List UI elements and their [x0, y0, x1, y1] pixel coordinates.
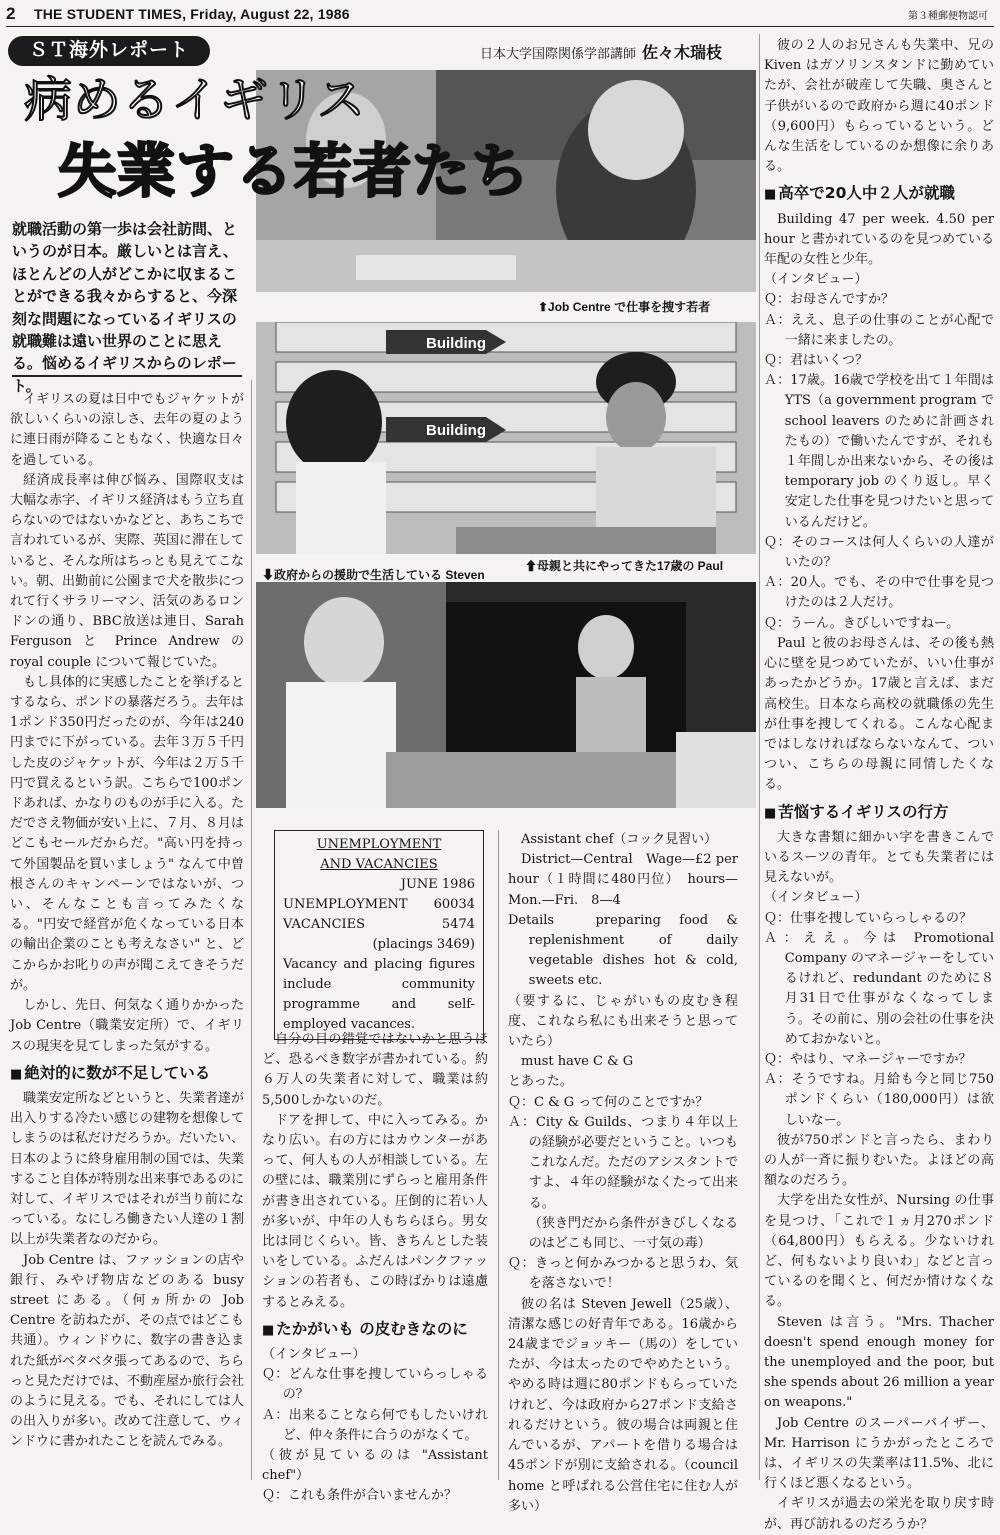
- col4-paragraph-5: 彼が750ポンドと言ったら、まわりの人が一斉に振りむいた。よほどの高額なのだろう。: [764, 1132, 994, 1189]
- stats-date: JUNE 1986: [400, 877, 475, 892]
- col4-question-1: Ｑ：お母さんですか？: [764, 292, 895, 308]
- col4-paragraph-6: 大学を出た女性が、Nursing の仕事を見つけ、「これで１ヵ月270ポンド（64,800円）もらえる。少ないけれど、何もないより良いわ」などと言っているのを聞くと、何だか情けなくなる。: [764, 1193, 994, 1310]
- col4-answer-2: Ａ：17歳。16歳で学校を出て１年間は YTS（a government program で school leavers のために計画されたもの）で働いたんですが、それも１年間しか出来ないから、その後は temporary job のくり返し。早く安定した仕事を見つけたいと思っているんだけど。: [764, 373, 994, 530]
- col1-paragraph-1: イギリスの夏は日中でもジャケットが欲しいくらいの涼しさ、去年の夏のように連日雨が降ることもなく、快適な日々を過している。: [10, 392, 244, 468]
- col4-paragraph-9: イギリスが過去の栄光を取り戻す時が、再び訪れるのだろうか？: [764, 1496, 994, 1532]
- subheading-1: ■ 絶対的に数が不足している: [10, 1063, 244, 1085]
- col4-question-3: Ｑ：そのコースは何人くらいの人達がいたの？: [764, 534, 994, 571]
- job-conditions: District—Central Wage—£2 per hour（１時間に480円位） hours—Mon.—Fri. 8—4: [508, 852, 738, 908]
- stats-unemployment-row: [283, 895, 475, 915]
- job-title: Assistant chef（コック見習い）: [521, 832, 718, 847]
- vacancies-value: 5474: [441, 917, 475, 932]
- job-details-text: preparing food & replenishment of daily vegetable dishes hot & cold, sweets etc.: [528, 912, 738, 989]
- col2-interview-label: （インタビュー）: [262, 1347, 366, 1363]
- col4-paragraph-1: 彼の２人のお兄さんも失業中、兄の Kiven はガソリンスタンドに勤めていたが、会社が破産して失職、奥さんと子供がいるので政府から週に40ポンド（9,600円）もらっているという。どんな生活をしているのか想像に余りある。: [764, 38, 994, 175]
- col2-paragraph-1: 自分の目の錯覚ではないかと思うほど、恐るべき数字が書かれている。約６万人の失業者に対して、職業は約5,500しかないのだ。: [262, 1032, 488, 1108]
- col4-answer-6: Ａ：そうですね。月給も今と同じ750ポンドくらい（180,000円）は欲しいなー。: [764, 1072, 994, 1128]
- header-rule: [6, 26, 994, 27]
- col4-paragraph-3: Paul と彼のお母さんは、その後も熱心に壁を見つめていたが、いい仕事があったかどうか。17歳と言えば、まだ高校生。日本なら高校の就職係の先生が仕事を捜してくれる。こんな心配まではしなければならないなんて、ついつい、こちらの母親に同情したくなる。: [764, 635, 994, 793]
- headline-sub: 失業する若者たち: [58, 137, 531, 205]
- stats-box: [274, 830, 484, 1040]
- subheading-2: ■ たかがいも の皮むきなのに: [262, 1319, 488, 1341]
- stats-placings: (placings 3469): [372, 937, 475, 952]
- col3-question-1: Ｑ：C & G って何のことですか？: [508, 1094, 709, 1110]
- unemployment-label: UNEMPLOYMENT: [283, 897, 408, 912]
- job-details-label: Details: [508, 912, 555, 928]
- col1-paragraph-4: しかし、先日、何気なく通りかかった Job Centre（職業安定所）で、イギリスの現実を見てしまった気がする。: [10, 998, 245, 1054]
- col4-answer-3: Ａ：20人。でも、その中で仕事を見つけたのは２人だけ。: [764, 575, 994, 611]
- column-2: [262, 1030, 488, 1507]
- stats-title-2: AND VACANCIES: [320, 857, 438, 872]
- sign-building-1: Building: [426, 335, 486, 352]
- col4-answer-1: Ａ：ええ、息子の仕事のことが心配で一緒に来ましたの。: [764, 312, 994, 348]
- col1-paragraph-2: 経済成長率は伸び悩み、国際収支は大幅な赤字、イギリス経済はもう立ち直らないのではないかなどと、あちこちで言われているが、実際、英国に滞在していると、そんな所はちっとも見えてこない。朝、出勤前に公園まで犬を散歩につれて行くサラリーマン、活気のあるロンドンの通り、BBC放送は連日、Sarah Ferguson と Prince Andrew の royal couple について報じていた。: [10, 472, 245, 670]
- stats-note: Vacancy and placing figures include community programme and self-employed vacances.: [283, 957, 475, 1032]
- photo-steven: [256, 582, 756, 808]
- col3-answer-1-note: （狭き門だから条件がきびしくなるのはどこも同じ、一寸気の毒）: [528, 1215, 738, 1252]
- col3-paragraph-1: （要するに、じゃがいもの皮むき程度、これなら私にも出来そうと思っていたら）: [508, 993, 738, 1050]
- col4-paragraph-8: Job Centre のスーパーバイザー、Mr. Harrison にうかがったところでは、イギリスの失業率は11.5%、北に行くほど悪くなるという。: [764, 1415, 994, 1492]
- sign-building-2: Building: [426, 422, 486, 439]
- unemployment-value: 60034: [433, 897, 475, 912]
- col4-question-6: Ｑ：やはり、マネージャーですか？: [764, 1051, 972, 1067]
- col2-question-1: Ｑ：どんな仕事を捜していらっしゃるの？: [262, 1367, 488, 1403]
- col2-paragraph-3: （彼が見ているのは "Assistant chef"）: [262, 1448, 488, 1484]
- page-number: 2: [6, 4, 16, 23]
- col1-paragraph-5: 職業安定所などというと、失業者達が出入りする冷たい感じの建物を想像してしまうのは私だけだろうか。だいたい、日本のように終身雇用制の国では、失業すること自体が特別な出来事であるのに対して、イギリスではそれが当り前になっている。なにしろ働きたい人達の１割以上が失業者なのだから。: [10, 1090, 245, 1248]
- col4-interview-label-2: （インタビュー）: [764, 890, 868, 906]
- col3-paragraph-2: 彼の名は Steven Jewell（25歳）、清潔な感じの好青年である。16歳から24歳までジョッキー（馬の）をしていたが、今は太ったのでやめたという。やめる時は週に80ポンドもらっていたけれど、今は政府から27ポンド支給されるだけという。彼の場合は両親と住んでいるが、アパートを借りる場合は45ポンドが別に支給される。（council home と呼ばれる公営住宅に住む人が多い）: [508, 1296, 738, 1514]
- col4-paragraph-2: Building 47 per week. 4.50 per hour と書かれているのを見つめている年配の女性と少年。: [764, 211, 994, 268]
- col3-atta: とあった。: [508, 1074, 573, 1090]
- col1-paragraph-3: もし具体的に実感したことを挙げるとするなら、ポンドの暴落だろう。去年は1ポンド350円だったのが、今年は240円までに下がっている。去年３万５千円した皮のジャケットが、今年は２万５千円で買えるという訳。こちらで100ポンドあれば、かなりのものが手に入る。ただでさえ物価が安い上に、７月、８月はどこもセールだからだ。"高い円を持って外国製品を買いましょう" なんて中曽根さんのキャンペーンではないが、つい、そんなことも言ってみたくなる。"円安で経営が危くなっている日本の輸出企業のことも考えなさい" と、どこからかお叱りの声が聞こえてきそうだが。: [10, 674, 245, 993]
- col3-must-have: must have C & G: [521, 1054, 634, 1070]
- col4-interview-label-1: （インタビュー）: [764, 272, 868, 288]
- col1-paragraph-6: Job Centre は、ファッションの店や銀行、みやげ物店などのある busy street にある。（何ヵ所かの Job Centre を訪ねたが、その点ではどこも共通）。ウィンドウに、数字の書き込まれた紙がベタベタ張ってあるので、ちらっと見ただけでは、不動産屋か旅行会社のように見える。でも、それにしては人の出入りが多い。改めて注意して、ウィンドウに書かれたことを読んでみる。: [10, 1252, 245, 1450]
- column-divider-1: [251, 380, 252, 1480]
- column-1: [10, 390, 244, 1453]
- byline-title: 日本大学国際関係学部講師: [480, 46, 637, 61]
- photo1-caption: ⬆Job Centre で仕事を捜す若者: [538, 300, 711, 314]
- job-details: [508, 911, 738, 992]
- col2-paragraph-2: ドアを押して、中に入ってみる。かなり広い。右の方にはカウンターがあって、何人もの人が相談している。左の壁には、職業別にずらっと雇用条件が書き出されている。圧倒的に若い人が多いが、中年の人もちらほら。男女比は同じくらい。皆、きちんとした装いをしている。ふだんはパンクファッションの若者も、この時ばかりは遠慮するとみえる。: [262, 1112, 488, 1310]
- headline-main: 病めるイギリス: [24, 72, 367, 128]
- col4-paragraph-4: 大きな書類に細かい字を書きこんでいるスーツの青年。とても失業者には見えないが。: [764, 829, 994, 886]
- series-tag: ＳＴ海外レポート: [8, 36, 210, 66]
- page-header: [6, 4, 994, 24]
- column-divider-3: [759, 34, 760, 1480]
- stats-vacancies-row: [283, 915, 475, 935]
- stats-title-1: UNEMPLOYMENT: [316, 837, 442, 852]
- subheading-3: ■ 高卒で20人中２人が就職: [764, 183, 994, 205]
- column-4: [764, 36, 994, 1535]
- col4-question-2: Ｑ：君はいくつ？: [764, 353, 869, 369]
- vacancies-label: VACANCIES: [283, 917, 366, 932]
- byline: [480, 40, 758, 63]
- photo-paul-and-mother: [256, 322, 756, 554]
- col3-question-2: Ｑ：きっと何かみつかると思うわ、気を落さないで！: [508, 1256, 738, 1292]
- col2-question-2: Ｑ：これも条件が合いませんか？: [262, 1488, 458, 1504]
- column-3: [508, 830, 738, 1517]
- subheading-4: ■ 苦悩するイギリスの行方: [764, 802, 994, 824]
- byline-name: 佐々木瑞枝: [642, 45, 723, 62]
- col2-answer-1: Ａ：出来ることなら何でもしたいけれど、仲々条件に合うのがなくて。: [262, 1407, 488, 1443]
- col4-question-4: Ｑ：うーん。きびしいですねー。: [764, 615, 960, 631]
- postal-permit: 第３種郵便物認可: [908, 11, 988, 22]
- column-divider-2: [498, 830, 499, 1480]
- masthead: THE STUDENT TIMES, Friday, August 22, 1986: [34, 6, 350, 22]
- col4-answer-5: Ａ：ええ。今は Promotional Company のマネージャーをしているけれど、redundant のために８月31日で仕事がなくなってしまう。その前に、別の会社の仕事を決めておかないと。: [764, 930, 994, 1047]
- lead-paragraph: 就職活動の第一歩は会社訪問、というのが日本。厳しいとは言え、ほとんどの人がどこかに収まることができる我々からすると、今深刻な問題になっているイギリスの就職難は遠い世界のことに思える。悩めるイギリスからのレポート。: [12, 220, 238, 395]
- col4-question-5: Ｑ：仕事を捜していらっしゃるの？: [764, 910, 973, 926]
- col3-answer-1: Ａ：City & Guilds、つまり４年以上の経験が必要だということ。いつもこれなんだ。ただのアシスタントですよ、４年の経験がなくたって出来る。: [508, 1114, 738, 1211]
- col4-paragraph-7: Steven は言う。"Mrs. Thacher doesn't spend enough money for the unemployed and the poor, but she spends about 26 million a year on weapons.": [764, 1314, 994, 1411]
- photo3-caption: ⬇政府からの援助で生活している Steven: [262, 568, 485, 582]
- photo2-caption: ⬆母親と共にやってきた17歳の Paul: [525, 559, 724, 573]
